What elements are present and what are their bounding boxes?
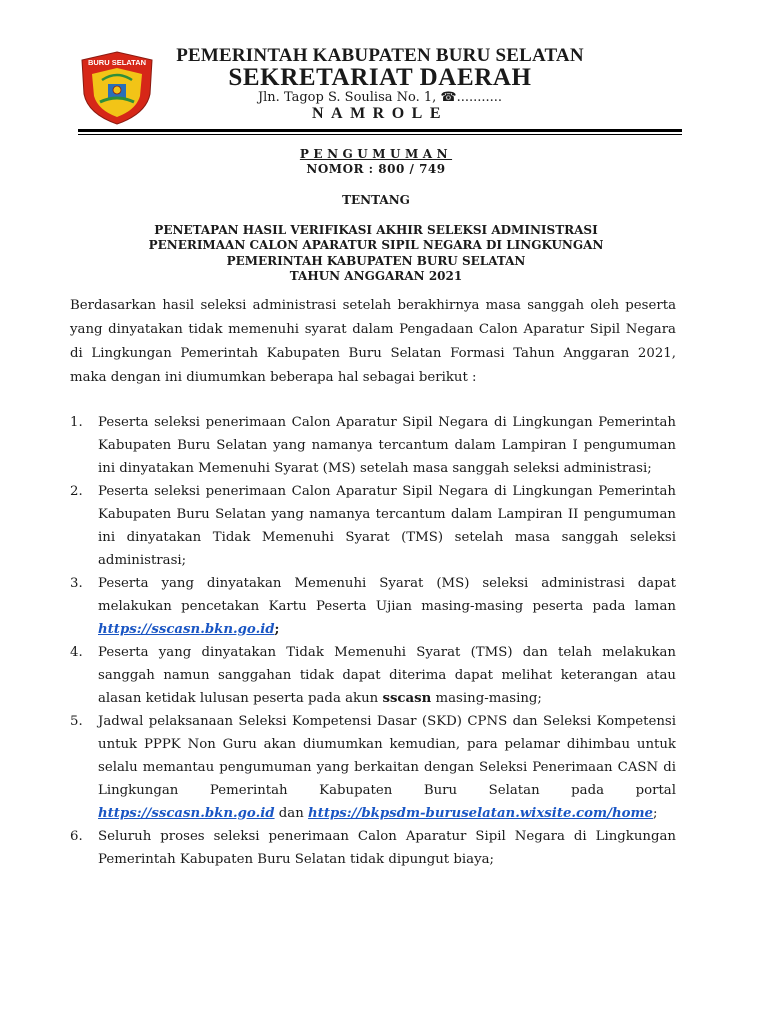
regency-emblem-logo: [78, 50, 156, 126]
list-item-text: Seluruh proses seleksi penerimaan Calon Aparatur Sipil Negara di Lingkungan Pemerintah Kabupaten Buru Selatan tidak dipungut biaya;: [98, 829, 676, 867]
list-item: [70, 411, 676, 480]
bkpsdm-portal-link[interactable]: https://bkpsdm-buruselatan.wixsite.com/home: [308, 806, 654, 821]
announcement-title: PENGUMUMAN: [299, 147, 453, 161]
list-item: [70, 825, 676, 871]
org-name: PEMERINTAH KABUPATEN BURU SELATAN: [176, 45, 584, 66]
list-item: [70, 572, 676, 641]
list-item-connector: dan: [274, 806, 309, 821]
list-item: [70, 710, 676, 825]
list-item-number: 4.: [70, 645, 83, 660]
list-item-text: Peserta seleksi penerimaan Calon Aparatur Sipil Negara di Lingkungan Pemerintah Kabupaten Buru Selatan yang namanya tercantum dalam Lampiran II pengumuman ini dinyatakan Tidak Memenuhi Syarat (TMS) setelah masa sanggah seleksi administrasi;: [98, 484, 676, 568]
list-item-number: 3.: [70, 576, 83, 591]
letterhead-divider-thick: [78, 129, 682, 132]
list-item-number: 6.: [70, 829, 83, 844]
list-item-text: Jadwal pelaksanaan Seleksi Kompetensi Dasar (SKD) CPNS dan Seleksi Kompetensi untuk PPPK Non Guru akan diumumkan kemudian, para pelamar dihimbau untuk selalu memantau pengumuman yang berkaitan dengan Seleksi Penerimaan CASN di Lingkungan Pemerintah Kabupaten Buru Selatan pada portal: [98, 714, 676, 798]
letterhead-divider-thin: [78, 134, 682, 135]
list-item-punctuation: ;: [653, 806, 658, 821]
office-address: Jln. Tagop S. Soulisa No. 1, ☎...........: [257, 90, 503, 105]
subject-line: TAHUN ANGGARAN 2021: [289, 269, 463, 283]
svg-text:BURU SELATAN: BURU SELATAN: [87, 58, 147, 67]
subject-line: PEMERINTAH KABUPATEN BURU SELATAN: [226, 254, 526, 268]
sscasn-portal-link[interactable]: https://sscasn.bkn.go.id: [98, 806, 275, 821]
subject-line: PENETAPAN HASIL VERIFIKASI AKHIR SELEKSI ADMINISTRASI: [154, 223, 598, 237]
office-name: SEKRETARIAT DAERAH: [228, 64, 532, 91]
announcement-number: NOMOR : 800 / 749: [306, 162, 446, 176]
city-name: NAMROLE: [311, 105, 449, 122]
list-item-number: 5.: [70, 714, 83, 729]
list-item-number: 1.: [70, 415, 83, 430]
sscasn-link[interactable]: https://sscasn.bkn.go.id: [98, 622, 275, 637]
list-item-punctuation: ;: [274, 622, 280, 637]
list-item: [70, 480, 676, 572]
intro-paragraph: Berdasarkan hasil seleksi administrasi setelah berakhirnya masa sanggah oleh peserta yang dinyatakan tidak memenuhi syarat dalam Pengadaan Calon Aparatur Sipil Negara di Lingkungan Pemerintah Kabupaten Buru Selatan Formasi Tahun Anggaran 2021, maka dengan ini diumumkan beberapa hal sebagai berikut :: [70, 298, 676, 385]
list-item: [70, 641, 676, 710]
list-item-text: Peserta yang dinyatakan Memenuhi Syarat (MS) seleksi administrasi dapat melakukan pencetakan Kartu Peserta Ujian masing-masing peserta pada laman: [98, 576, 676, 614]
list-item-text: Peserta seleksi penerimaan Calon Aparatur Sipil Negara di Lingkungan Pemerintah Kabupaten Buru Selatan yang namanya tercantum dalam Lampiran I pengumuman ini dinyatakan Memenuhi Syarat (MS) setelah masa sanggah seleksi administrasi;: [98, 415, 676, 476]
list-item-text-end: masing-masing;: [431, 691, 542, 706]
sscasn-account-term: sscasn: [382, 691, 432, 706]
announcement-list: [70, 411, 676, 871]
subject-line: PENERIMAAN CALON APARATUR SIPIL NEGARA DI LINGKUNGAN: [148, 238, 604, 252]
list-item-text: Peserta yang dinyatakan Tidak Memenuhi Syarat (TMS) dan telah melakukan sanggah namun sanggahan tidak dapat diterima dapat melihat keterangan atau alasan ketidak lulusan peserta pada akun: [98, 645, 676, 706]
list-item-number: 2.: [70, 484, 83, 499]
announcement-about-label: TENTANG: [342, 193, 410, 207]
